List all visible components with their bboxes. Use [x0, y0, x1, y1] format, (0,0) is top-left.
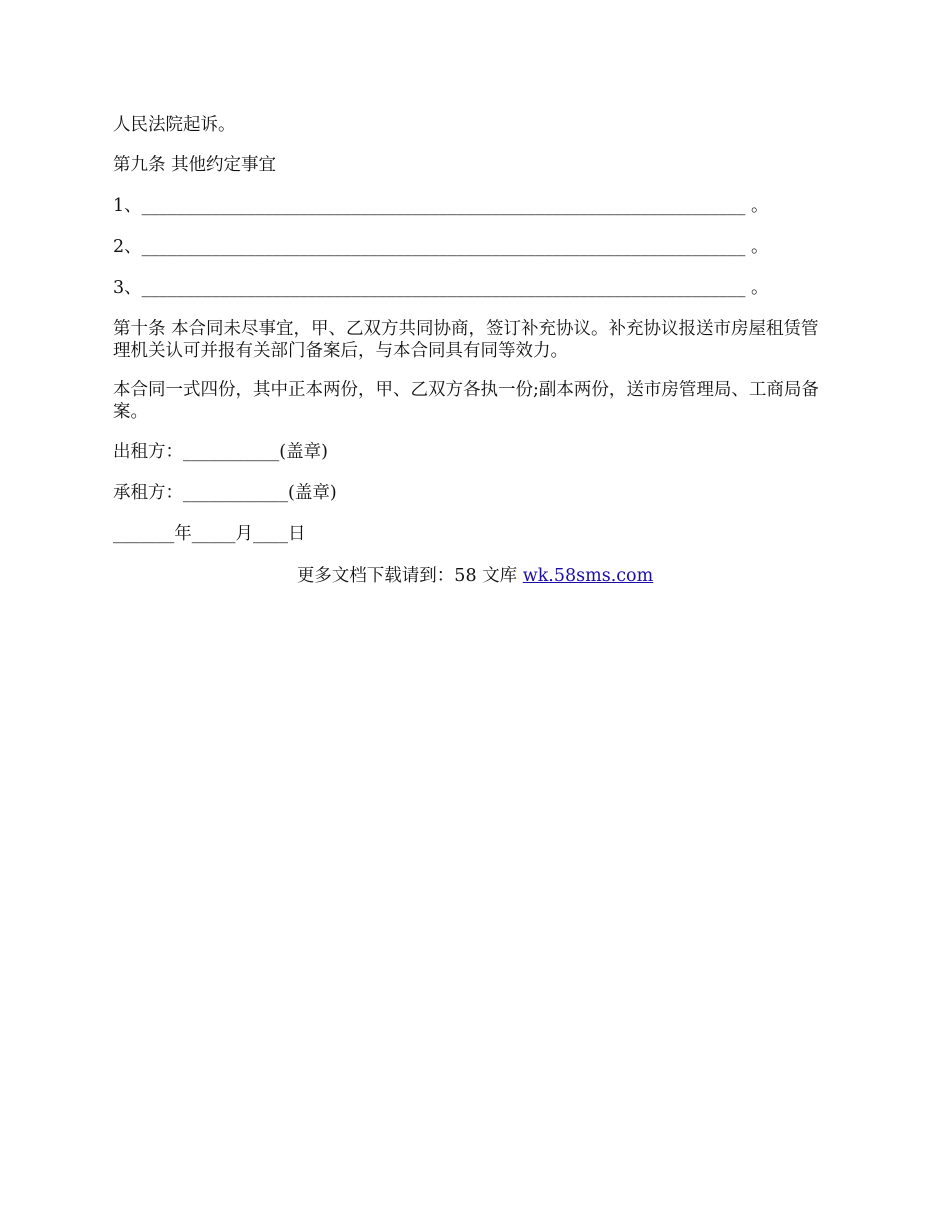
- footer-prefix: 更多文档下载请到：58 文库: [296, 566, 523, 586]
- blank-item-2: 2、_____________________________________________________________________ 。: [113, 237, 769, 257]
- lessee-signature-line: 承租方：____________(盖章): [113, 483, 337, 503]
- copies-paragraph: 本合同一式四份，其中正本两份，甲、乙双方各执一份;副本两份，送市房管理局、工商局备案。: [113, 380, 819, 422]
- blank-item-3: 3、_____________________________________________________________________ 。: [113, 278, 769, 298]
- blank-item-1: 1、_____________________________________________________________________ 。: [113, 196, 769, 216]
- article-10-paragraph: 第十条 本合同未尽事宜，甲、乙双方共同协商，签订补充协议。补充协议报送市房屋租赁管理机关认可并报有关部门备案后，与本合同具有同等效力。: [113, 319, 819, 361]
- footer: [0, 565, 950, 587]
- date-line: _______年_____月____日: [113, 524, 306, 544]
- article-9-heading: 第九条 其他约定事宜: [113, 155, 277, 175]
- text-line-court: 人民法院起诉。: [113, 115, 236, 135]
- footer-link[interactable]: wk.58sms.com: [522, 566, 654, 586]
- lessor-signature-line: 出租方：___________(盖章): [113, 442, 328, 462]
